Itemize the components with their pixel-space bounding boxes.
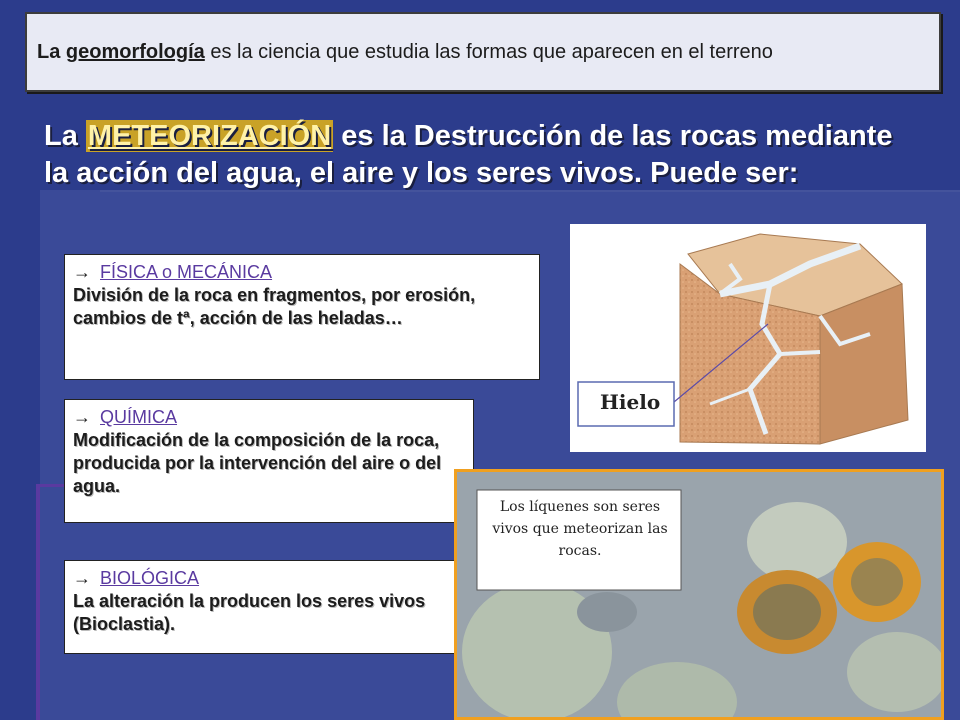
lichen-caption: Los líquenes son seres vivos que meteorizan las rocas. bbox=[492, 499, 668, 559]
page-title bbox=[44, 118, 914, 192]
card-bold: composición bbox=[234, 430, 346, 450]
lichen-image-frame bbox=[454, 469, 944, 720]
title-pre: La bbox=[44, 120, 78, 152]
card-biologica bbox=[64, 560, 456, 654]
link-biologica[interactable]: BIOLÓGICA bbox=[100, 568, 200, 588]
lichen-photo bbox=[457, 472, 941, 717]
card-body: La alteración la producen los seres vivos (Bioclastia). bbox=[73, 591, 426, 634]
definition-rest: es la ciencia que estudia las formas que aparecen en el terreno bbox=[210, 40, 773, 63]
card-fisica bbox=[64, 254, 540, 380]
card-body-a: Modificación de la bbox=[73, 430, 230, 450]
definition-keyword[interactable]: geomorfología bbox=[65, 40, 205, 63]
card-lead: División de la roca bbox=[73, 285, 233, 305]
link-fisica[interactable]: FÍSICA o MECÁNICA bbox=[100, 262, 273, 282]
definition-box bbox=[25, 12, 941, 92]
arrow-right-icon: → bbox=[73, 262, 91, 282]
ice-label: Hielo bbox=[600, 390, 661, 414]
arrow-right-icon: → bbox=[73, 568, 91, 588]
title-post: es la Destrucción de las rocas mediante la acción del agua, el aire y los seres vivos. Puede ser: bbox=[44, 120, 893, 189]
title-keyword[interactable]: METEORIZACIÓN bbox=[87, 120, 332, 152]
decorative-line bbox=[36, 484, 40, 720]
card-quimica bbox=[64, 399, 474, 523]
rock-ice-image bbox=[570, 224, 926, 452]
definition-article: La bbox=[37, 40, 61, 63]
link-quimica[interactable]: QUÍMICA bbox=[100, 407, 178, 427]
card-body: en fragmentos, por erosión, cambios de tª, acción de las heladas… bbox=[73, 285, 476, 328]
arrow-right-icon: → bbox=[73, 407, 91, 427]
definition-text bbox=[37, 41, 773, 64]
rock-illustration bbox=[570, 224, 926, 452]
card-body-b: de la roca, producida por la intervención del aire o del agua. bbox=[73, 430, 442, 496]
